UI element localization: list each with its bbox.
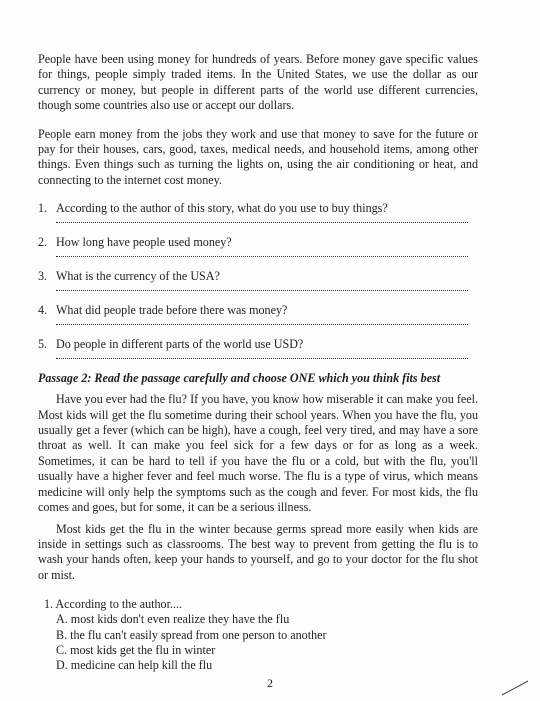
- question-list: [38, 201, 478, 359]
- answer-line-4[interactable]: [56, 324, 468, 325]
- mcq-stem: 1. According to the author....: [44, 597, 183, 612]
- question-4: [38, 303, 478, 318]
- page-number: 2: [267, 676, 273, 690]
- mcq-option-c[interactable]: C. most kids get the flu in winter: [56, 642, 216, 657]
- multiple-choice-question: [38, 597, 478, 673]
- question-1: [38, 201, 478, 216]
- question-5: [38, 337, 478, 352]
- answer-line-1[interactable]: [56, 222, 468, 223]
- question-text: What is the currency of the USA?: [56, 269, 220, 284]
- intro-paragraph-2: People earn money from the jobs they work and use that money to save for the future or pay for their houses, cars, good, taxes, medical needs, and household items, among other things. Even things such as turning the lights on, using the air conditioning or heat, and connecting to the internet cost money.: [38, 126, 478, 187]
- question-number: 3.: [38, 269, 48, 284]
- question-2: [38, 235, 478, 250]
- pen-stroke-mark: [500, 677, 530, 697]
- mcq-option-d[interactable]: D. medicine can help kill the flu: [56, 657, 213, 672]
- answer-line-2[interactable]: [56, 256, 468, 257]
- answer-line-3[interactable]: [56, 290, 468, 291]
- mcq-option-b[interactable]: B. the flu can't easily spread from one person to another: [56, 627, 327, 642]
- question-text: How long have people used money?: [56, 235, 232, 250]
- mcq-option-a[interactable]: A. most kids don't even realize they have the flu: [56, 612, 290, 627]
- question-text: What did people trade before there was money?: [56, 303, 288, 318]
- question-3: [38, 269, 478, 284]
- answer-line-5[interactable]: [56, 358, 468, 359]
- passage-2-paragraph-1: Have you ever had the flu? If you have, you know how miserable it can make you feel. Most kids will get the flu sometime during their school years. When you have the flu, you usually get a fever (which can be high), have a cough, feel very tired, and may have a sore throat as well. It can make you feel sick for a few days or for as long as a week. Sometimes, it can be hard to tell if you have the flu or a cold, but with the flu, you'll usually have a higher fever and feel much worse. The flu is a type of virus, which means medicine will only help the symptoms such as the cough and fever. For most kids, the flu comes and goes, but for some, it can be a serious illness.: [38, 392, 478, 515]
- intro-paragraph-1: People have been using money for hundreds of years. Before money gave specific values for things, people simply traded items. In the United States, we use the dollar as our currency or money, but people in different parts of the world use different currencies, though some countries also use or accept our dollars.: [38, 52, 478, 113]
- question-text: Do people in different parts of the world use USD?: [56, 337, 304, 352]
- question-number: 4.: [38, 303, 48, 318]
- question-number: 1.: [38, 201, 48, 216]
- question-number: 5.: [38, 337, 48, 352]
- question-text: According to the author of this story, what do you use to buy things?: [56, 201, 388, 216]
- passage-2-paragraph-2: Most kids get the flu in the winter because germs spread more easily when kids are inside in settings such as classrooms. The best way to prevent from getting the flu is to wash your hands often, keep your hands to yourself, and go to your doctor for the flu shot or mist.: [38, 521, 478, 582]
- passage-2-title: Passage 2: Read the passage carefully and choose ONE which you think fits best: [38, 371, 441, 386]
- question-number: 2.: [38, 235, 48, 250]
- worksheet-page: [38, 52, 478, 673]
